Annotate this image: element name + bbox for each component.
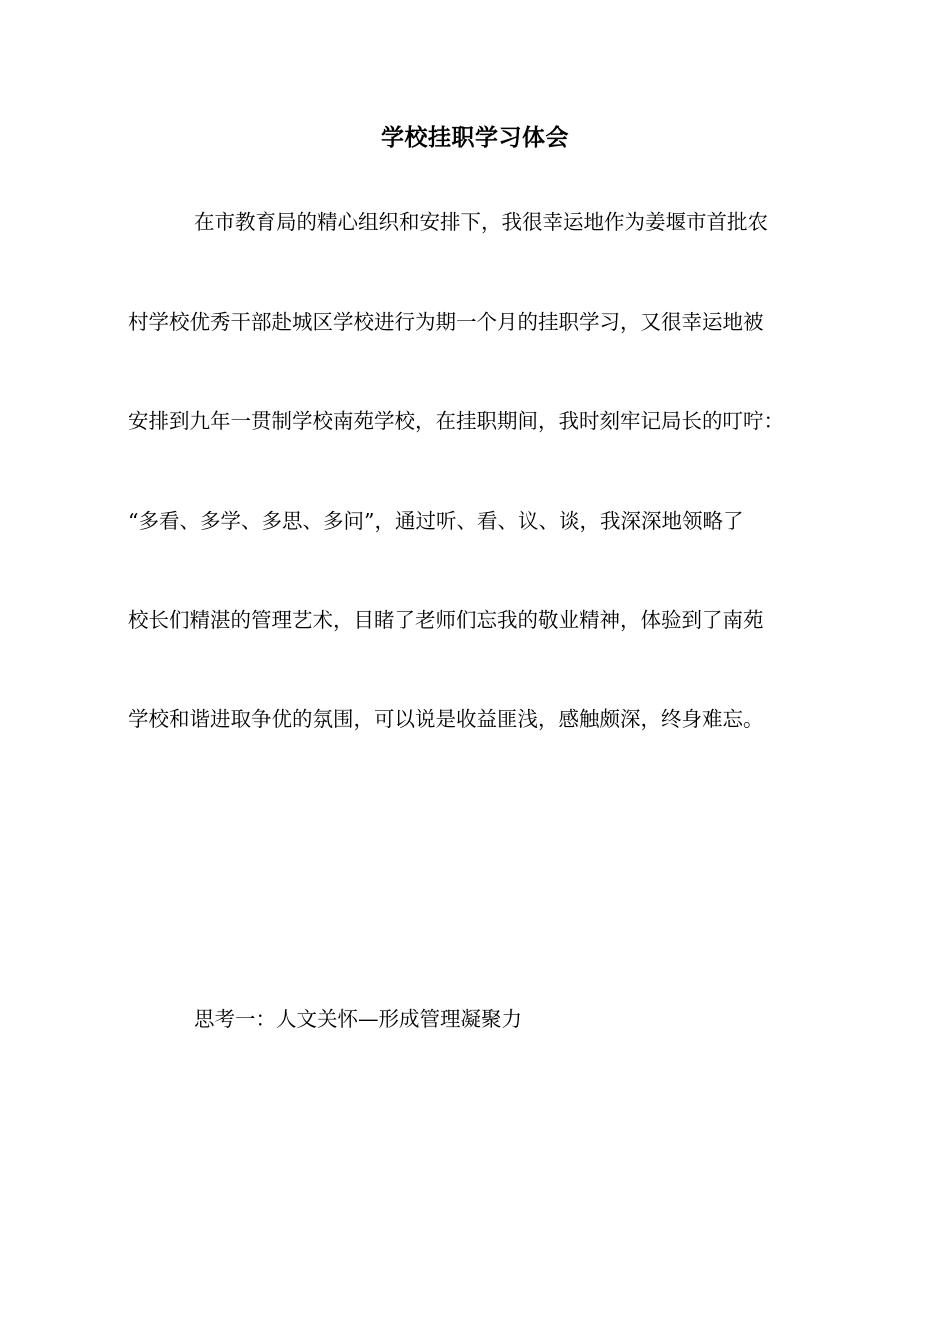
- paragraph-line: 在市教育局的精心组织和安排下，我很幸运地作为姜堰市首批农: [194, 210, 768, 234]
- paragraph-line: 安排到九年一贯制学校南苑学校，在挂职期间，我时刻牢记局长的叮咛：: [128, 409, 784, 433]
- paragraph-line: “多看、多学、多思、多问”，通过听、看、议、谈，我深深地领略了: [128, 509, 744, 533]
- paragraph-line: 学校和谐进取争优的氛围，可以说是收益匪浅，感触颇深，终身难忘。: [128, 707, 764, 731]
- paragraph-line: 村学校优秀干部赴城区学校进行为期一个月的挂职学习，又很幸运地被: [128, 310, 764, 334]
- document-title: 学校挂职学习体会: [381, 125, 569, 151]
- section-heading: 思考一：人文关怀—形成管理凝聚力: [194, 1007, 522, 1031]
- paragraph-line: 校长们精湛的管理艺术，目睹了老师们忘我的敬业精神，体验到了南苑: [128, 608, 764, 632]
